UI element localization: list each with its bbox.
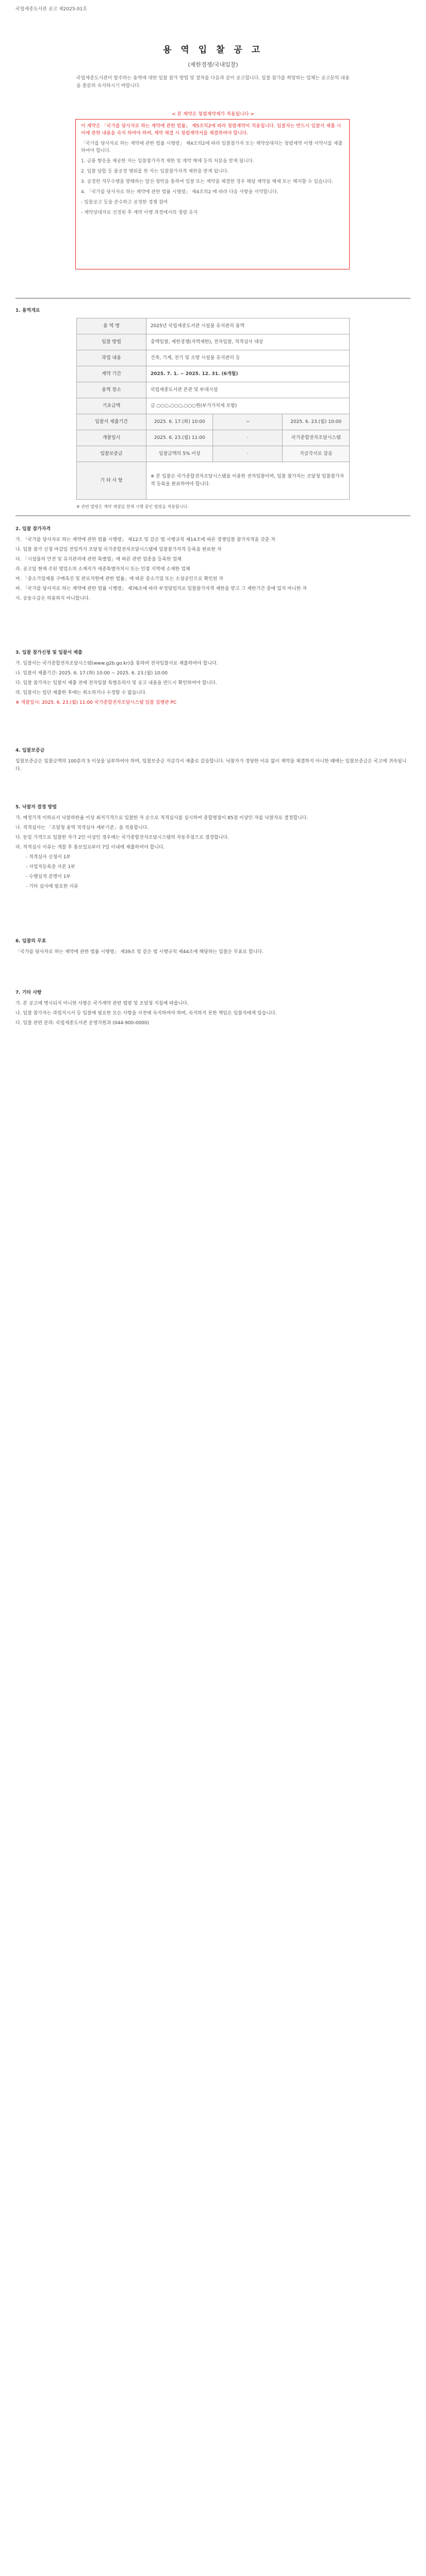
table-row	[77, 446, 350, 462]
integrity-para-1: 이 계약은 「국가를 당사자로 하는 계약에 관한 법률」 제5조의2에 따라 청렴계약이 적용됩니다. 입찰자는 반드시 입찰서 제출 시 이에 관한 내용을 숙지 하여야 하며, 계약 체결 시 청렴계약서를 체결하여야 합니다.	[81, 124, 341, 136]
section-heading: 4. 입찰보증금	[15, 748, 45, 753]
table-value: 총액입찰, 제한경쟁(지역제한), 전자입찰, 적격심사 대상	[146, 334, 349, 350]
table-row	[77, 334, 350, 350]
list-item: 가. 「국가를 당사자로 하는 계약에 관한 법률 시행령」 제12조 및 같은 법 시행규칙 제14조에 따른 경쟁입찰 참가자격을 갖춘 자	[15, 537, 275, 543]
section-invalid-bids	[15, 938, 411, 958]
table-value: 국립세종도서관 본관 및 부대시설	[146, 382, 349, 398]
overview-table	[76, 318, 350, 500]
list-item: 다. 입찰 참가자는 입찰서 제출 전에 전자입찰 특별유의서 및 공고 내용을 반드시 확인하여야 합니다.	[15, 681, 217, 686]
list-item: 나. 입찰 참가자는 과업지시서 등 입찰에 필요한 모든 사항을 사전에 숙지하여야 하며, 숙지하지 못한 책임은 입찰자에게 있습니다.	[15, 1011, 277, 1016]
table-value: 2025. 7. 1. ~ 2025. 12. 31. (6개월)	[146, 366, 349, 382]
section-other	[15, 989, 411, 1029]
list-item: 바. 「국가를 당사자로 하는 계약에 관한 법률 시행령」 제76조에 따라 부정당업자로 입찰참가자격 제한을 받고 그 제한기간 중에 있지 아니한 자	[15, 586, 307, 591]
integrity-item: - 계약상대자로 선정된 후 계약 이행 과정에서의 청렴 유지	[81, 210, 198, 215]
section-bid-bond	[15, 747, 411, 775]
integrity-para-4: 2. 입찰 담합 등 불공정 행위를 한 자는 입찰참가자격 제한을 받게 됩니다.	[81, 169, 229, 174]
list-item: 나. 입찰서 제출기간: 2025. 6. 17.(화) 10:00 ~ 2025. 6. 23.(월) 10:00	[15, 671, 168, 676]
table-key: 용 역 명	[77, 318, 146, 334]
section-overview	[15, 307, 411, 511]
table-row	[77, 462, 350, 500]
table-value: 건축, 기계, 전기 및 소방 시설물 유지관리 등	[146, 350, 349, 366]
list-item: - 수행실적 증명서 1부	[26, 874, 71, 879]
table-row	[77, 430, 350, 446]
list-item: 다. 「시설물의 안전 및 유지관리에 관한 특별법」에 따른 관련 업종을 등록한 업체	[15, 557, 182, 562]
table-value: 2025년 국립세종도서관 시설물 유지관리 용역	[146, 318, 349, 334]
section-heading: 1. 용역개요	[15, 308, 40, 313]
table-key: 과업 내용	[77, 350, 146, 366]
integrity-item: - 입찰공고 등을 준수하고 공정한 경쟁 참여	[81, 200, 168, 205]
list-item: - 기타 심사에 필요한 서류	[26, 884, 78, 889]
table-key: 용역 장소	[77, 382, 146, 398]
table-value: 2025. 6. 23.(월) 10:00	[283, 414, 350, 430]
table-value: 2025. 6. 17.(화) 10:00	[146, 414, 213, 430]
table-key: 개찰일시	[77, 430, 146, 446]
list-item: 마. 「중소기업제품 구매촉진 및 판로지원에 관한 법률」에 따른 중소기업 또는 소상공인으로 확인된 자	[15, 577, 223, 582]
section-heading: 2. 입찰 참가자격	[15, 527, 51, 532]
page-subtitle: (제한경쟁/국내입찰)	[188, 61, 238, 68]
table-note: ※ 관련 법령은 계약 체결일 현재 시행 중인 법령을 적용합니다.	[76, 504, 189, 509]
table-key: 기 타 사 항	[77, 462, 146, 500]
integrity-notice-box	[75, 119, 350, 269]
list-item: 라. 입찰서는 일단 제출한 후에는 취소하거나 수정할 수 없습니다.	[15, 690, 147, 696]
table-row	[77, 382, 350, 398]
list-item: 가. 예정가격 이하로서 낙찰하한율 이상 최저가격으로 입찰한 자 순으로 적격심사를 실시하여 종합평점이 85점 이상인 자를 낙찰자로 결정합니다.	[15, 816, 308, 821]
integrity-para-5: 3. 공정한 직무수행을 방해하는 알선·청탁을 통하여 입찰 또는 계약을 체결한 경우 해당 계약을 해제 또는 해지할 수 있습니다.	[81, 179, 333, 184]
list-item: 나. 적격심사는 「조달청 용역 적격심사 세부기준」을 적용합니다.	[15, 825, 149, 831]
section-eligibility	[15, 526, 411, 605]
table-row	[77, 414, 350, 430]
intro-text: 국립세종도서관이 발주하는 용역에 대한 입찰 참가 방법 및 절차를 다음과 같이 공고합니다. 입찰 참가를 희망하는 업체는 공고문의 내용을 충분히 숙지하시기 바랍니다.	[76, 76, 350, 89]
table-value: 국가종합전자조달시스템	[283, 430, 350, 446]
integrity-para-6: 4. 「국가를 당사자로 하는 계약에 관한 법률 시행령」 제4조의2 에 따라 다음 사항을 서약합니다.	[81, 190, 278, 195]
table-value: 입찰금액의 5% 이상	[146, 446, 213, 462]
table-row	[77, 366, 350, 382]
list-item: 다. 입찰 관련 문의: 국립세종도서관 운영지원과 (044-900-0000)	[15, 1021, 150, 1026]
table-row	[77, 318, 350, 334]
opening-notice: ※ 개찰일시: 2025. 6. 23.(월) 11:00 국가종합전자조달시스템 입찰 집행관 PC	[15, 700, 177, 705]
table-key: ~	[213, 414, 283, 430]
section-text: 입찰보증금은 입찰금액의 100분의 5 이상을 납부하여야 하며, 입찰보증금 지급각서 제출로 갈음합니다. 낙찰자가 정당한 이유 없이 계약을 체결하지 아니한 때에는 입찰보증금은 국고에 귀속됩니다.	[15, 759, 407, 772]
list-item: 사. 공동수급은 허용하지 아니합니다.	[15, 596, 90, 601]
integrity-para-2: 「국가를 당사자로 하는 계약에 관한 법률 시행령」 제4조의2에 따라 입찰참가자 또는 계약상대자는 청렴계약 이행 서약서를 제출하여야 합니다.	[81, 141, 343, 154]
section-heading: 7. 기타 사항	[15, 990, 42, 995]
list-item: - 적격심사 신청서 1부	[26, 855, 71, 860]
section-bid-submission	[15, 649, 411, 709]
section-heading: 5. 낙찰자 결정 방법	[15, 805, 57, 810]
table-key: 계약 기간	[77, 366, 146, 382]
page-title: 용 역 입 찰 공 고	[162, 45, 264, 55]
list-item: 가. 본 공고에 명시되지 아니한 사항은 국가계약 관련 법령 및 조달청 지침에 따릅니다.	[15, 1001, 189, 1006]
table-row	[77, 398, 350, 414]
section-award	[15, 804, 411, 893]
section-text: 「국가를 당사자로 하는 계약에 관한 법률 시행령」 제39조 및 같은 법 시행규칙 제44조에 해당하는 입찰은 무효로 합니다.	[15, 950, 264, 955]
divider	[15, 515, 411, 516]
table-key: 입찰보증금	[77, 446, 146, 462]
list-item: 나. 입찰 참가 신청 마감일 전일까지 조달청 국가종합전자조달시스템에 입찰참가자격 등록을 완료한 자	[15, 547, 222, 552]
table-key: ·	[213, 446, 283, 462]
integrity-para-3: 1. 금품 향응을 제공한 자는 입찰참가자격 제한 및 계약 해제 등의 처분을 받게 됩니다.	[81, 159, 254, 164]
list-item: 가. 입찰서는 국가종합전자조달시스템(www.g2b.go.kr)을 통하여 전자입찰서로 제출하여야 합니다.	[15, 661, 218, 666]
notice-number: 국립세종도서관 공고 제2025-01호	[15, 7, 87, 12]
table-value: ※ 본 입찰은 국가종합전자조달시스템을 이용한 전자입찰이며, 입찰 참가자는 조달청 입찰참가자격 등록을 완료하여야 합니다.	[146, 462, 349, 500]
table-value: 금 ○○○,○○○,○○○원(부가가치세 포함)	[146, 398, 349, 414]
list-item: - 사업자등록증 사본 1부	[26, 865, 75, 870]
table-value: 지급각서로 갈음	[283, 446, 350, 462]
list-item: 라. 공고일 현재 주된 영업소의 소재지가 세종특별자치시 또는 인접 지역에 소재한 업체	[15, 567, 190, 572]
list-item: 다. 동일 가격으로 입찰한 자가 2인 이상인 경우에는 국가종합전자조달시스템의 자동추첨으로 결정합니다.	[15, 835, 229, 840]
title-block	[0, 42, 426, 69]
table-row	[77, 350, 350, 366]
integrity-notice-heading: < 본 계약은 청렴계약제가 적용됩니다 >	[172, 112, 254, 117]
table-key: ·	[213, 430, 283, 446]
table-key: 입찰 방법	[77, 334, 146, 350]
table-key: 입찰서 제출기간	[77, 414, 146, 430]
list-item: 라. 적격심사 서류는 개찰 후 통보일로부터 7일 이내에 제출하여야 합니다.	[15, 845, 165, 850]
section-heading: 6. 입찰의 무효	[15, 939, 46, 944]
table-key: 기초금액	[77, 398, 146, 414]
section-heading: 3. 입찰 참가신청 및 입찰서 제출	[15, 650, 83, 655]
divider	[15, 298, 411, 299]
table-value: 2025. 6. 23.(월) 11:00	[146, 430, 213, 446]
